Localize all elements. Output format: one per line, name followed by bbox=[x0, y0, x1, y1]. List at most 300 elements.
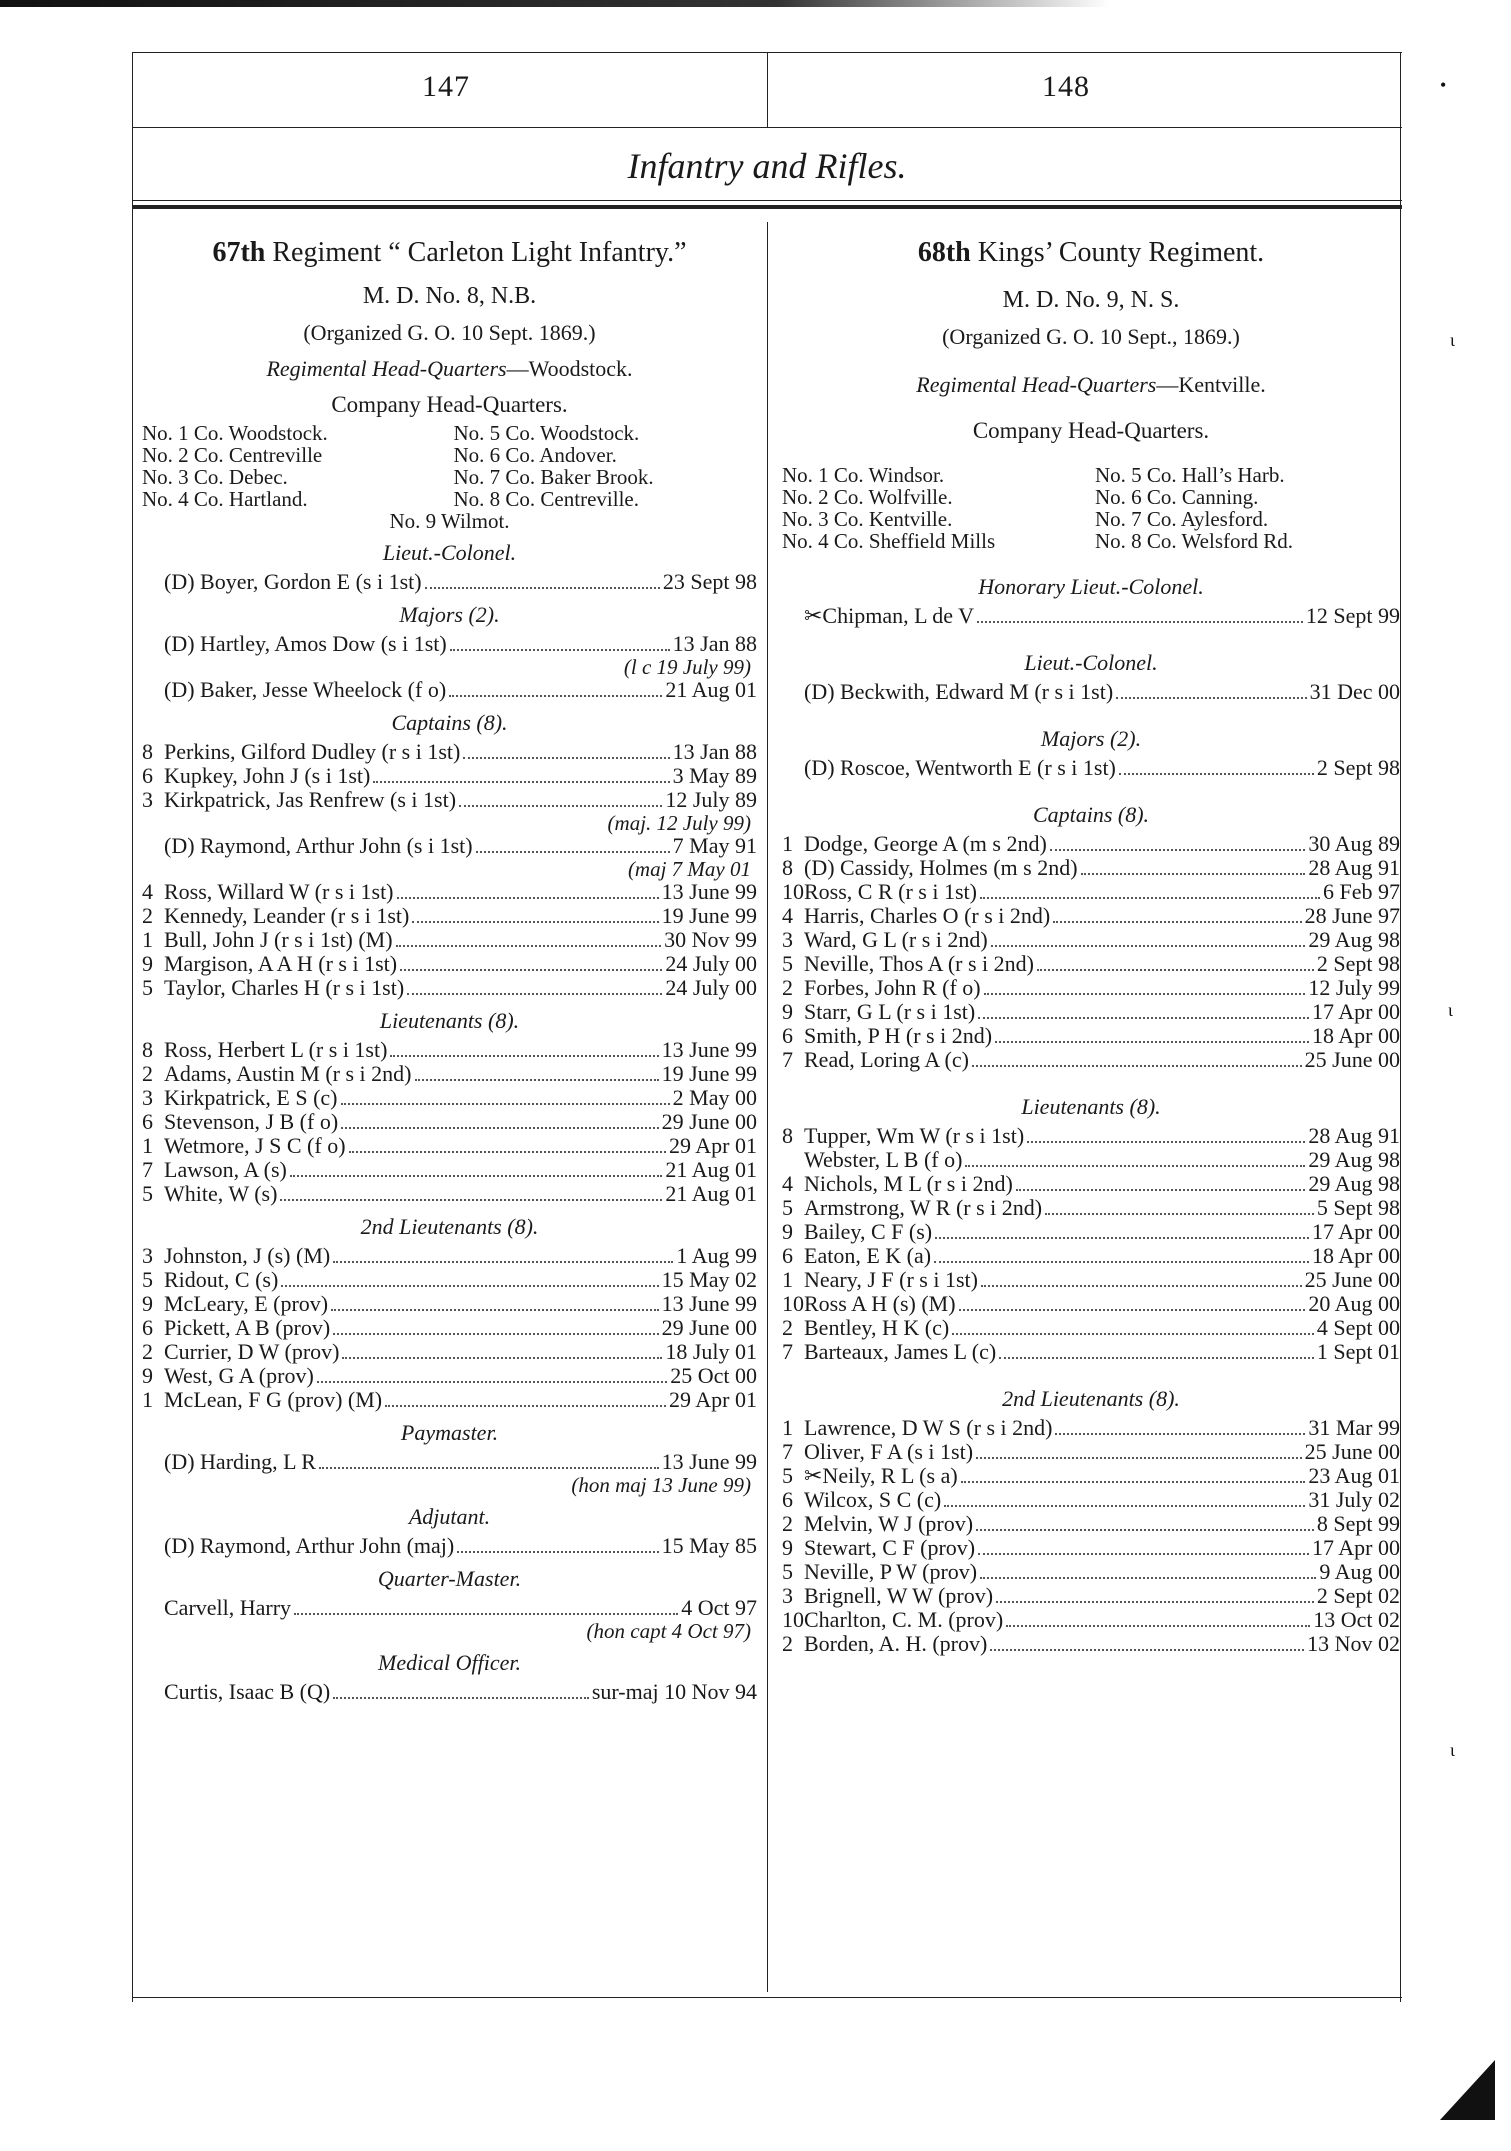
company-entry: No. 5 Co. Hall’s Harb. bbox=[1095, 463, 1285, 487]
commission-date: 13 June 99 bbox=[661, 1037, 757, 1062]
dot-leader bbox=[341, 1103, 670, 1105]
commission-date: 21 Aug 01 bbox=[665, 677, 757, 702]
commission-date: 13 June 99 bbox=[661, 879, 757, 904]
company-number: 8 bbox=[782, 855, 793, 880]
officer-row bbox=[782, 756, 1400, 780]
dot-leader bbox=[934, 1261, 1309, 1263]
officer-name: Margison, A A H (r s i 1st) bbox=[164, 952, 398, 976]
commission-date: 17 Apr 00 bbox=[1312, 999, 1400, 1024]
officer-name: Smith, P H (r s i 2nd) bbox=[804, 1024, 993, 1048]
officer-row bbox=[142, 1158, 757, 1182]
company-entry: No. 4 Co. Hartland. bbox=[142, 487, 308, 511]
dot-leader bbox=[349, 1151, 666, 1153]
officer-row bbox=[782, 1416, 1400, 1440]
officer-name: Lawson, A (s) bbox=[164, 1158, 287, 1182]
organized-note: (Organized G. O. 10 Sept., 1869.) bbox=[942, 324, 1240, 349]
officer-row bbox=[142, 1316, 757, 1340]
dot-leader bbox=[959, 1309, 1306, 1311]
dot-leader bbox=[965, 1165, 1305, 1167]
dot-leader bbox=[1016, 1189, 1306, 1191]
officer-row bbox=[782, 832, 1400, 856]
regimental-hq bbox=[142, 356, 757, 382]
officer-note: (hon capt 4 Oct 97) bbox=[586, 1619, 751, 1643]
company-entry: No. 1 Co. Windsor. bbox=[782, 463, 945, 487]
company-number: 1 bbox=[782, 1415, 793, 1440]
company-number: 4 bbox=[142, 879, 153, 904]
left-column-67th-regiment bbox=[142, 237, 757, 1704]
officer-name: Kirkpatrick, E S (c) bbox=[164, 1086, 338, 1110]
commission-date: 9 Aug 00 bbox=[1319, 1559, 1400, 1584]
officer-name: (D) Beckwith, Edward M (r s i 1st) bbox=[804, 680, 1114, 704]
title-rule-thick bbox=[132, 205, 1402, 209]
company-number: 2 bbox=[782, 975, 793, 1000]
dot-leader bbox=[407, 993, 662, 995]
dot-leader bbox=[1081, 873, 1306, 875]
dot-leader bbox=[449, 695, 662, 697]
officer-row bbox=[142, 570, 757, 594]
commission-date: 29 June 00 bbox=[661, 1315, 757, 1340]
regimental-hq-place: —Woodstock. bbox=[506, 356, 633, 381]
dot-leader bbox=[984, 993, 1306, 995]
officer-name: Adams, Austin M (r s i 2nd) bbox=[164, 1062, 412, 1086]
company-number: 3 bbox=[142, 787, 153, 812]
officer-name: Charlton, C. M. (prov) bbox=[804, 1608, 1004, 1632]
dot-leader bbox=[373, 781, 669, 783]
company-number: 2 bbox=[782, 1631, 793, 1656]
officer-row bbox=[142, 1268, 757, 1292]
commission-date: 29 Aug 98 bbox=[1308, 1147, 1400, 1172]
officer-row bbox=[142, 632, 757, 656]
dot-leader bbox=[317, 1381, 667, 1383]
commission-date: 12 July 89 bbox=[665, 787, 757, 812]
officer-name: Neville, Thos A (r s i 2nd) bbox=[804, 952, 1034, 976]
rank-heading: 2nd Lieutenants (8). bbox=[1002, 1386, 1180, 1411]
right-column-68th-regiment bbox=[782, 237, 1400, 1656]
commission-date: 29 Apr 01 bbox=[669, 1387, 757, 1412]
officer-name: Ross, Herbert L (r s i 1st) bbox=[164, 1038, 388, 1062]
officer-row bbox=[142, 952, 757, 976]
officer-row bbox=[782, 1536, 1400, 1560]
officer-row bbox=[782, 1440, 1400, 1464]
dot-leader bbox=[294, 1613, 678, 1615]
officer-name: Starr, G L (r s i 1st) bbox=[804, 1000, 976, 1024]
officer-row bbox=[782, 1316, 1400, 1340]
officer-name: Kupkey, John J (s i 1st) bbox=[164, 764, 371, 788]
dot-leader bbox=[961, 1481, 1306, 1483]
dot-leader bbox=[978, 1017, 1309, 1019]
company-number: 8 bbox=[142, 1037, 153, 1062]
officer-name: Wilcox, S C (c) bbox=[804, 1488, 942, 1512]
section-title: Infantry and Rifles. bbox=[627, 146, 907, 186]
dot-leader bbox=[1050, 849, 1306, 851]
commission-date: 31 Mar 99 bbox=[1308, 1415, 1400, 1440]
dot-leader bbox=[981, 1285, 1302, 1287]
commission-date: 4 Sept 00 bbox=[1316, 1315, 1400, 1340]
dot-leader bbox=[390, 1055, 658, 1057]
margin-mark: • bbox=[1440, 75, 1447, 95]
dot-leader bbox=[1037, 969, 1314, 971]
officer-name: Ross, Willard W (r s i 1st) bbox=[164, 880, 394, 904]
dot-leader bbox=[425, 587, 660, 589]
officer-row bbox=[142, 1450, 757, 1474]
officer-row bbox=[142, 678, 757, 702]
commission-date: 2 Sept 02 bbox=[1316, 1583, 1400, 1608]
dot-leader bbox=[976, 1457, 1302, 1459]
officer-row bbox=[782, 976, 1400, 1000]
company-number: 5 bbox=[782, 1195, 793, 1220]
officer-name: Bailey, C F (s) bbox=[804, 1220, 933, 1244]
commission-date: 30 Aug 89 bbox=[1308, 831, 1400, 856]
dot-leader bbox=[319, 1467, 659, 1469]
commission-date: 12 Sept 99 bbox=[1305, 603, 1400, 628]
company-entry: No. 6 Co. Canning. bbox=[1095, 485, 1259, 509]
officer-name: (D) Cassidy, Holmes (m s 2nd) bbox=[804, 856, 1078, 880]
company-number: 2 bbox=[142, 1339, 153, 1364]
dot-leader bbox=[1045, 1213, 1314, 1215]
company-number: 1 bbox=[142, 1133, 153, 1158]
officer-row bbox=[142, 1244, 757, 1268]
commission-date: 30 Nov 99 bbox=[664, 927, 757, 952]
dot-leader bbox=[1055, 1433, 1305, 1435]
officer-name: Lawrence, D W S (r s i 2nd) bbox=[804, 1416, 1053, 1440]
dot-leader bbox=[476, 851, 670, 853]
page-left-border bbox=[132, 52, 133, 2002]
officer-row bbox=[782, 1048, 1400, 1072]
rank-heading: Paymaster. bbox=[400, 1420, 499, 1445]
dot-leader bbox=[935, 1237, 1309, 1239]
officer-name: Kennedy, Leander (r s i 1st) bbox=[164, 904, 410, 928]
company-number: 5 bbox=[142, 1181, 153, 1206]
company-number: 2 bbox=[142, 1061, 153, 1086]
left-page-number: 147 bbox=[422, 70, 470, 103]
officer-row bbox=[782, 1172, 1400, 1196]
officer-name: Carvell, Harry bbox=[164, 1596, 292, 1620]
officer-name: Ward, G L (r s i 2nd) bbox=[804, 928, 988, 952]
officer-name: Bentley, H K (c) bbox=[804, 1316, 950, 1340]
company-number: 5 bbox=[782, 1463, 793, 1488]
dot-leader bbox=[341, 1127, 659, 1129]
officer-name: Webster, L B (f o) bbox=[804, 1148, 963, 1172]
officer-name: Oliver, F A (s i 1st) bbox=[804, 1440, 974, 1464]
company-number: 6 bbox=[142, 1315, 153, 1340]
officer-row bbox=[142, 1110, 757, 1134]
regimental-hq-label: Regimental Head-Quarters bbox=[266, 356, 507, 381]
commission-date: 13 Jan 88 bbox=[672, 739, 757, 764]
officer-name: Neary, J F (r s i 1st) bbox=[804, 1268, 978, 1292]
officer-row bbox=[782, 928, 1400, 952]
company-number: 5 bbox=[142, 1267, 153, 1292]
company-number: 9 bbox=[782, 1535, 793, 1560]
commission-date: 21 Aug 01 bbox=[665, 1181, 757, 1206]
commission-date: 2 Sept 98 bbox=[1316, 951, 1400, 976]
rank-heading: Lieut.-Colonel. bbox=[1024, 650, 1158, 675]
company-number: 6 bbox=[142, 1109, 153, 1134]
commission-date: 19 June 99 bbox=[661, 1061, 757, 1086]
company-entry: No. 3 Co. Debec. bbox=[142, 465, 288, 489]
officer-name: West, G A (prov) bbox=[164, 1364, 314, 1388]
commission-date: 29 June 00 bbox=[661, 1109, 757, 1134]
officer-row bbox=[782, 1268, 1400, 1292]
company-list bbox=[142, 422, 757, 510]
commission-date: 18 Apr 00 bbox=[1312, 1243, 1400, 1268]
company-number: 1 bbox=[142, 1387, 153, 1412]
military-district: M. D. No. 8, N.B. bbox=[362, 283, 537, 309]
page-corner-fold bbox=[1440, 2060, 1495, 2120]
regimental-hq bbox=[782, 372, 1400, 398]
rank-heading: Adjutant. bbox=[408, 1504, 491, 1529]
regiment-name: Regiment “ Carleton Light Infantry.” bbox=[272, 237, 687, 268]
rank-heading: Majors (2). bbox=[399, 602, 500, 627]
officer-name: McLeary, E (prov) bbox=[164, 1292, 329, 1316]
officer-name: Ross, C R (r s i 1st) bbox=[804, 880, 977, 904]
officer-row bbox=[142, 1388, 757, 1412]
officer-row bbox=[782, 1244, 1400, 1268]
officer-name: (D) Baker, Jesse Wheelock (f o) bbox=[164, 678, 447, 702]
rank-heading: Lieut.-Colonel. bbox=[382, 540, 517, 565]
officer-row bbox=[142, 1292, 757, 1316]
company-number: 8 bbox=[142, 739, 153, 764]
company-number: 4 bbox=[782, 1171, 793, 1196]
officer-row bbox=[142, 904, 757, 928]
regimental-hq-place: —Kentville. bbox=[1156, 372, 1266, 397]
commission-date: sur-maj 10 Nov 94 bbox=[591, 1679, 757, 1704]
dot-leader bbox=[1027, 1141, 1305, 1143]
commission-date: 23 Aug 01 bbox=[1308, 1463, 1400, 1488]
rank-heading: Captains (8). bbox=[391, 710, 508, 735]
officer-row bbox=[782, 1124, 1400, 1148]
dot-leader bbox=[980, 897, 1320, 899]
rank-heading: 2nd Lieutenants (8). bbox=[360, 1214, 539, 1239]
officer-name: Read, Loring A (c) bbox=[804, 1048, 969, 1072]
officer-row bbox=[782, 856, 1400, 880]
officer-name: Wetmore, J S C (f o) bbox=[164, 1134, 346, 1158]
commission-date: 31 Dec 00 bbox=[1309, 679, 1400, 704]
officer-name: Eaton, E K (a) bbox=[804, 1244, 932, 1268]
company-number: 1 bbox=[782, 1267, 793, 1292]
commission-date: 13 June 99 bbox=[661, 1449, 757, 1474]
officer-note: (maj. 12 July 99) bbox=[607, 811, 751, 835]
dot-leader bbox=[331, 1309, 659, 1311]
company-number: 3 bbox=[782, 927, 793, 952]
officer-row bbox=[142, 788, 757, 812]
officer-row bbox=[782, 880, 1400, 904]
dot-leader bbox=[1006, 1625, 1310, 1627]
company-entry: No. 7 Co. Aylesford. bbox=[1095, 507, 1269, 531]
officer-row bbox=[142, 976, 757, 1000]
column-divider bbox=[767, 222, 768, 1992]
commission-date: 13 Jan 88 bbox=[672, 631, 757, 656]
officer-row bbox=[142, 1534, 757, 1558]
officer-name: Armstrong, W R (r s i 2nd) bbox=[804, 1196, 1043, 1220]
officer-name: Brignell, W W (prov) bbox=[804, 1584, 994, 1608]
officer-row bbox=[782, 604, 1400, 628]
dot-leader bbox=[290, 1175, 662, 1177]
company-number: 7 bbox=[142, 1157, 153, 1182]
officer-name: Borden, A. H. (prov) bbox=[804, 1632, 988, 1656]
regimental-hq-label: Regimental Head-Quarters bbox=[916, 372, 1157, 397]
regiment-title bbox=[142, 237, 757, 269]
commission-date: 28 Aug 91 bbox=[1308, 1123, 1400, 1148]
regiment-title bbox=[782, 237, 1400, 269]
officer-row bbox=[142, 1062, 757, 1086]
commission-date: 15 May 02 bbox=[661, 1267, 757, 1292]
company-entry: No. 2 Co. Wolfville. bbox=[782, 485, 953, 509]
title-rule-thin bbox=[132, 200, 1402, 201]
page-right-border bbox=[1400, 52, 1401, 2002]
officer-name: (D) Harding, L R bbox=[164, 1450, 316, 1474]
company-entry: No. 2 Co. Centreville bbox=[142, 443, 323, 467]
officer-note: (maj 7 May 01 bbox=[627, 857, 751, 881]
rank-heading: Quarter-Master. bbox=[377, 1566, 522, 1591]
page-number-divider bbox=[767, 52, 768, 127]
dot-leader bbox=[972, 1065, 1302, 1067]
officer-name: Stevenson, J B (f o) bbox=[164, 1110, 339, 1134]
bottom-rule bbox=[132, 1997, 1402, 1998]
officer-row bbox=[142, 1680, 757, 1704]
dot-leader bbox=[952, 1333, 1314, 1335]
officer-name: ✂Chipman, L de V bbox=[804, 604, 974, 628]
officer-name: Melvin, W J (prov) bbox=[804, 1512, 974, 1536]
commission-date: 4 Oct 97 bbox=[681, 1595, 757, 1620]
commission-date: 13 June 99 bbox=[661, 1291, 757, 1316]
dot-leader bbox=[976, 1529, 1314, 1531]
dot-leader bbox=[396, 945, 662, 947]
commission-date: 17 Apr 00 bbox=[1312, 1219, 1400, 1244]
regiment-name: Kings’ County Regiment. bbox=[977, 237, 1265, 268]
company-number: 1 bbox=[142, 927, 153, 952]
company-entry: No. 3 Co. Kentville. bbox=[782, 507, 953, 531]
officer-name: (D) Boyer, Gordon E (s i 1st) bbox=[164, 570, 422, 594]
officer-name: Forbes, John R (f o) bbox=[804, 976, 981, 1000]
commission-date: 15 May 85 bbox=[661, 1533, 757, 1558]
officer-row bbox=[142, 834, 757, 858]
commission-date: 18 Apr 00 bbox=[1312, 1023, 1400, 1048]
military-district: M. D. No. 9, N. S. bbox=[1002, 287, 1180, 313]
officer-name: Barteaux, James L (c) bbox=[804, 1340, 997, 1364]
officer-row bbox=[142, 928, 757, 952]
company-entry: No. 8 Co. Centreville. bbox=[453, 487, 639, 511]
officer-name: Tupper, Wm W (r s i 1st) bbox=[804, 1124, 1025, 1148]
rank-heading: Medical Officer. bbox=[378, 1650, 521, 1675]
dot-leader bbox=[457, 1551, 658, 1553]
dot-leader bbox=[980, 1577, 1316, 1579]
officer-name: ✂Neily, R L (s a) bbox=[804, 1464, 958, 1488]
commission-date: 7 May 91 bbox=[672, 833, 757, 858]
officer-name: White, W (s) bbox=[164, 1182, 278, 1206]
commission-date: 18 July 01 bbox=[665, 1339, 757, 1364]
company-number: 6 bbox=[782, 1243, 793, 1268]
officer-row bbox=[782, 1292, 1400, 1316]
officer-row bbox=[142, 1086, 757, 1110]
dot-leader bbox=[990, 1649, 1304, 1651]
company-number: 6 bbox=[142, 763, 153, 788]
officer-name: Ross A H (s) (M) bbox=[804, 1292, 956, 1316]
company-number: 10 bbox=[782, 879, 804, 904]
regiment-number: 68th bbox=[917, 237, 971, 268]
commission-date: 13 Nov 02 bbox=[1307, 1631, 1400, 1656]
book-page bbox=[132, 52, 1402, 2002]
officer-row bbox=[142, 1340, 757, 1364]
commission-date: 6 Feb 97 bbox=[1323, 879, 1400, 904]
dot-leader bbox=[999, 1357, 1314, 1359]
officer-row bbox=[142, 1038, 757, 1062]
officer-note: (hon maj 13 June 99) bbox=[571, 1473, 751, 1497]
dot-leader bbox=[1119, 773, 1314, 775]
commission-date: 29 Apr 01 bbox=[669, 1133, 757, 1158]
dot-leader bbox=[397, 897, 659, 899]
company-entry-last: No. 9 Wilmot. bbox=[389, 509, 510, 533]
officer-row bbox=[142, 1134, 757, 1158]
officer-row bbox=[782, 1464, 1400, 1488]
officer-row bbox=[782, 904, 1400, 928]
company-number: 1 bbox=[782, 831, 793, 856]
commission-date: 8 Sept 99 bbox=[1316, 1511, 1400, 1536]
commission-date: 28 June 97 bbox=[1304, 903, 1400, 928]
dot-leader bbox=[1116, 697, 1306, 699]
commission-date: 20 Aug 00 bbox=[1308, 1291, 1400, 1316]
commission-date: 12 July 99 bbox=[1308, 975, 1400, 1000]
officer-row bbox=[142, 880, 757, 904]
officer-note: (l c 19 July 99) bbox=[623, 655, 751, 679]
officer-row bbox=[782, 1584, 1400, 1608]
officer-row bbox=[782, 1220, 1400, 1244]
commission-date: 2 Sept 98 bbox=[1316, 755, 1400, 780]
officer-row bbox=[142, 764, 757, 788]
company-number: 9 bbox=[782, 999, 793, 1024]
dot-leader bbox=[333, 1261, 673, 1263]
officer-row bbox=[142, 1182, 757, 1206]
commission-date: 21 Aug 01 bbox=[665, 1157, 757, 1182]
rank-heading: Lieutenants (8). bbox=[379, 1008, 520, 1033]
company-entry: No. 4 Co. Sheffield Mills bbox=[782, 529, 996, 553]
dot-leader bbox=[1053, 921, 1301, 923]
company-entry: No. 1 Co. Woodstock. bbox=[142, 421, 328, 445]
company-hq-heading: Company Head-Quarters. bbox=[331, 392, 568, 417]
officer-name: (D) Raymond, Arthur John (maj) bbox=[164, 1534, 455, 1558]
dot-leader bbox=[415, 1079, 659, 1081]
rank-heading: Captains (8). bbox=[1032, 802, 1150, 827]
officer-name: Harris, Charles O (r s i 2nd) bbox=[804, 904, 1051, 928]
officer-row bbox=[782, 1340, 1400, 1364]
commission-date: 17 Apr 00 bbox=[1312, 1535, 1400, 1560]
commission-date: 29 Aug 98 bbox=[1308, 1171, 1400, 1196]
officer-sections bbox=[142, 540, 757, 1704]
company-number: 9 bbox=[142, 1363, 153, 1388]
officer-name: Dodge, George A (m s 2nd) bbox=[804, 832, 1047, 856]
rank-heading: Honorary Lieut.-Colonel. bbox=[978, 574, 1204, 599]
company-number: 9 bbox=[142, 1291, 153, 1316]
company-number: 7 bbox=[782, 1339, 793, 1364]
company-number: 2 bbox=[782, 1511, 793, 1536]
commission-date: 13 Oct 02 bbox=[1313, 1607, 1400, 1632]
company-number: 9 bbox=[142, 951, 153, 976]
officer-name: Curtis, Isaac B (Q) bbox=[164, 1680, 331, 1704]
company-entry: No. 6 Co. Andover. bbox=[453, 443, 617, 467]
company-number: 3 bbox=[782, 1583, 793, 1608]
dot-leader bbox=[978, 1553, 1309, 1555]
dot-leader bbox=[977, 621, 1303, 623]
dot-leader bbox=[995, 1041, 1309, 1043]
officer-name: (D) Hartley, Amos Dow (s i 1st) bbox=[164, 632, 447, 656]
officer-row bbox=[782, 1196, 1400, 1220]
organized-note: (Organized G. O. 10 Sept. 1869.) bbox=[303, 320, 596, 345]
company-number: 5 bbox=[782, 1559, 793, 1584]
company-entry: No. 8 Co. Welsford Rd. bbox=[1095, 529, 1294, 553]
commission-date: 5 Sept 98 bbox=[1316, 1195, 1400, 1220]
company-number: 10 bbox=[782, 1291, 804, 1316]
commission-date: 1 Sept 01 bbox=[1316, 1339, 1400, 1364]
officer-row bbox=[782, 1632, 1400, 1656]
